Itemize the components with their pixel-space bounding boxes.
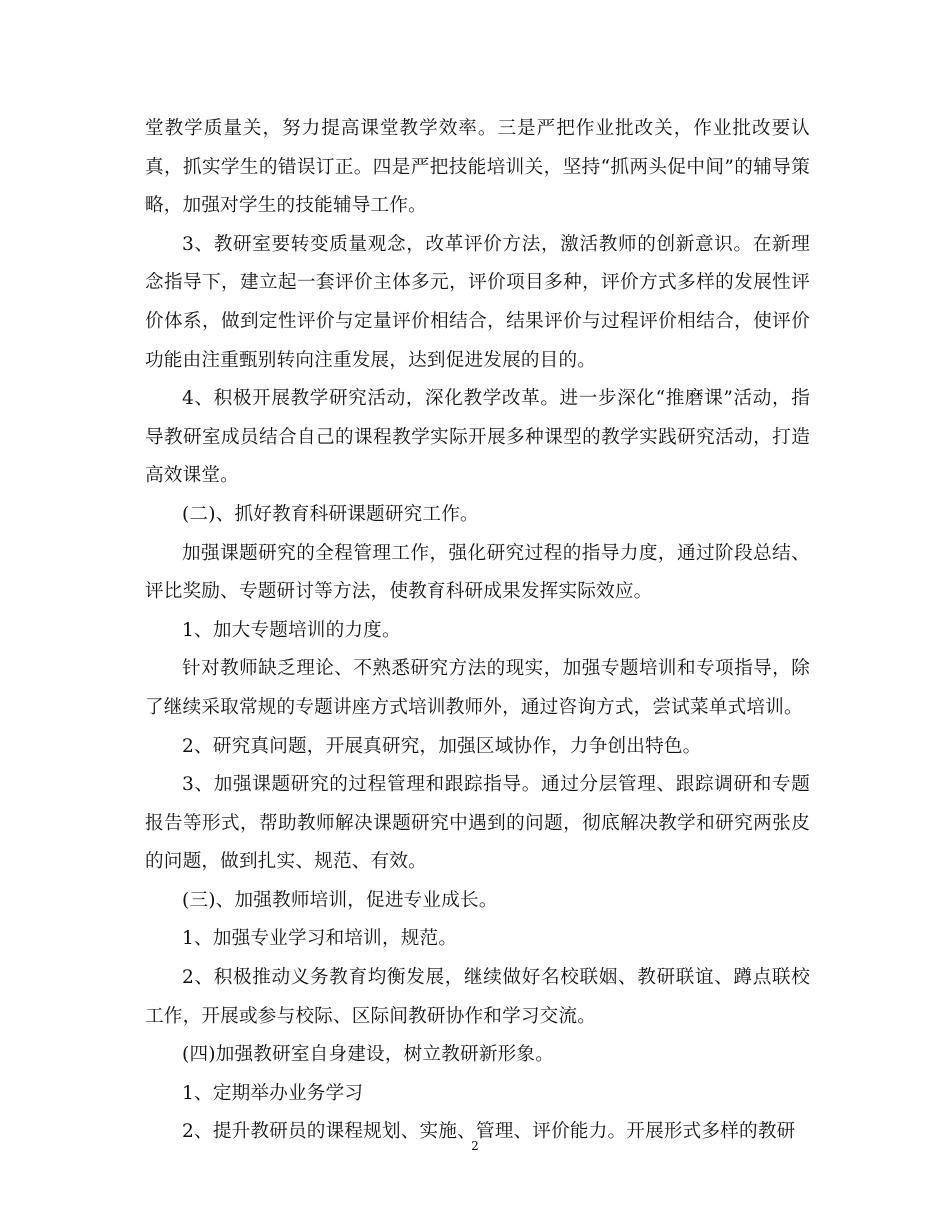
section-heading-3: (三)、加强教师培训，促进专业成长。 — [182, 889, 498, 911]
paragraph-15: 2、提升教研员的课程规划、实施、管理、评价能力。开展形式多样的教研 — [182, 1121, 796, 1143]
section-heading-4: (四)加强教研室自身建设，树立教研新形象。 — [182, 1044, 554, 1066]
paragraph-1: 堂教学质量关，努力提高课堂教学效率。三是严把作业批改关，作业批改要认真，抓实学生的错误订正。四是严把技能培训关，坚持“抓两头促中间”的辅导策略，加强对学生的技能辅导工作。 — [145, 118, 810, 217]
paragraph-6: 1、加大专题培训的力度。 — [182, 619, 401, 641]
paragraph-11: 1、加强专业学习和培训，规范。 — [182, 928, 458, 950]
section-heading-2: (二)、抓好教育科研课题研究工作。 — [182, 503, 479, 525]
paragraph-2: 3、教研室要转变质量观念，改革评价方法，激活教师的创新意识。在新理念指导下，建立起一套评价主体多元，评价项目多种，评价方式多样的发展性评价体系，做到定性评价与定量评价相结合，结果评价与过程评价相结合，使评价功能由注重甄别转向注重发展，达到促进发展的目的。 — [145, 233, 810, 371]
paragraph-3: 4、积极开展教学研究活动，深化教学改革。进一步深化“推磨课”活动，指导教研室成员结合自己的课程教学实际开展多种课型的教学实践研究活动，打造高效课堂。 — [145, 388, 810, 487]
paragraph-12: 2、积极推动义务教育均衡发展，继续做好名校联姻、教研联谊、蹲点联校工作，开展或参与校际、区际间教研协作和学习交流。 — [145, 967, 810, 1027]
paragraph-7: 针对教师缺乏理论、不熟悉研究方法的现实，加强专题培训和专项指导，除了继续采取常规的专题讲座方式培训教师外，通过咨询方式，尝试菜单式培训。 — [145, 658, 810, 718]
paragraph-5: 加强课题研究的全程管理工作，强化研究过程的指导力度，通过阶段总结、评比奖励、专题研讨等方法，使教育科研成果发挥实际效应。 — [145, 542, 810, 603]
document-body — [145, 110, 810, 1152]
paragraph-8: 2、研究真问题，开展真研究，加强区域协作，力争创出特色。 — [182, 735, 702, 757]
paragraph-14: 1、定期举办业务学习 — [182, 1082, 364, 1104]
page-number: 2 — [471, 1139, 479, 1153]
paragraph-9: 3、加强课题研究的过程管理和跟踪指导。通过分层管理、跟踪调研和专题报告等形式，帮助教师解决课题研究中遇到的问题，彻底解决教学和研究两张皮的问题，做到扎实、规范、有效。 — [145, 774, 810, 873]
